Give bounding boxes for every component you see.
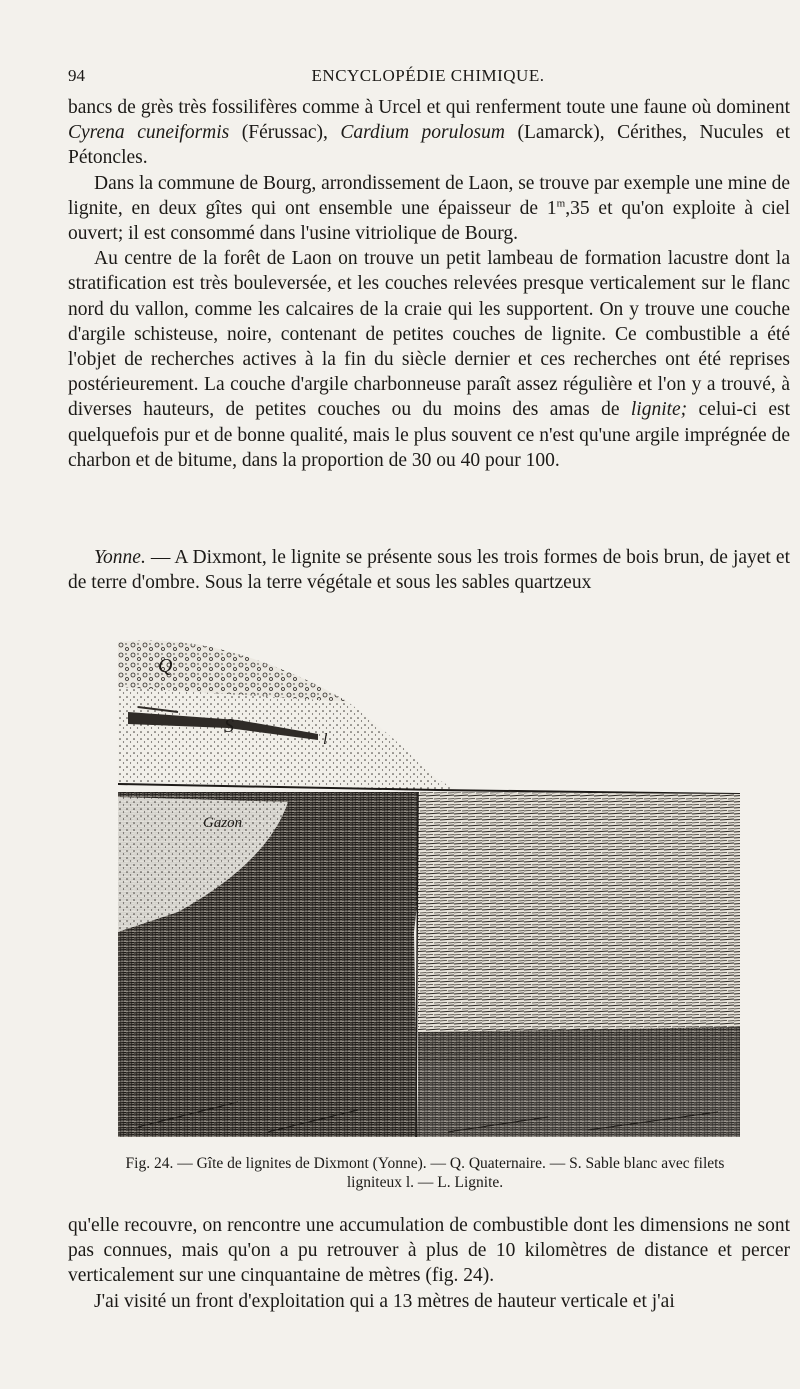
page-header — [68, 66, 788, 90]
caption-line-2: ligniteux l. — L. Lignite. — [346, 1174, 504, 1191]
paragraph-3-text-c: celui-ci est quelquefois pur et de bonne qualité, mais le plus souvent ce n'est qu'une argile imprégnée de charbon et de bitume, dans la proportion de 30 ou 40 pour 100. — [68, 399, 790, 471]
paragraph-3 — [68, 246, 790, 473]
paragraph-3-italic: lignite; — [630, 399, 688, 421]
species-name-cardium: Cardium porulosum — [340, 122, 505, 144]
paragraph-4 — [68, 545, 790, 595]
paragraph-1-text-a: bancs de grès très fossilifères comme à Urcel et qui renferment toute une faune où dominent — [68, 97, 790, 118]
species-name-cyrena: Cyrena cuneiformis — [68, 122, 230, 144]
text-block-yonne — [68, 545, 790, 595]
label-gazon: Gazon — [203, 815, 243, 831]
paragraph-1-text-c: (Férussac), — [229, 122, 341, 144]
unit-superscript: m — [556, 197, 566, 210]
figure-caption — [60, 1154, 790, 1192]
lignite-strata-right — [418, 792, 740, 1062]
paragraph-2-text-b: ,35 et qu'on exploite à ciel ouvert; il est consommé dans l'usine vitriolique de Bourg. — [68, 197, 791, 245]
text-block-top — [68, 95, 790, 473]
paragraph-5: qu'elle recouvre, on rencontre une accumulation de combustible dont les dimensions ne sont pas connues, mais qu'on a pu retrouver à plus de 10 kilomètres de distance et percer verticalement sur une cinquantaine de mètres (fig. 24). — [68, 1215, 790, 1287]
paragraph-1-text-e: (Lamarck), Cérithes, Nucules et Pétoncles. — [68, 122, 790, 169]
label-l: l — [323, 731, 328, 748]
text-block-bottom — [68, 1213, 790, 1314]
section-heading-yonne: Yonne. — [94, 547, 146, 568]
label-s: S — [224, 715, 234, 737]
paragraph-2-text-a: Dans la commune de Bourg, arrondissement de Laon, se trouve par exemple une mine de lignite, en deux gîtes qui ont ensemble une épaisseur de 1 — [68, 172, 791, 219]
figure-24-illustration — [118, 632, 740, 1137]
paragraph-1 — [68, 95, 790, 171]
paragraph-2 — [68, 171, 790, 247]
caption-line-1: Fig. 24. — Gîte de lignites de Dixmont (Yonne). — Q. Quaternaire. — S. Sable blanc avec filets — [125, 1155, 725, 1172]
paragraph-4-text: — A Dixmont, le lignite se présente sous les trois formes de bois brun, de jayet et de terre d'ombre. Sous la terre végétale et sous les sables quartzeux — [68, 547, 790, 594]
page-number: 94 — [68, 66, 85, 85]
label-q: Q — [158, 655, 173, 677]
paragraph-3-text-a: Au centre de la forêt de Laon on trouve un petit lambeau de formation lacustre dont la stratification est très bouleversée, et les couches relevées presque verticalement sur le flanc nord du vallon, comme les calcaires de la craie qui les supportent. On y trouve une couche d'argile schisteuse, noire, contenant de petites couches de lignite. Ce combustible a été l'objet de recherches actives à la fin du siècle dernier et ces recherches ont été reprises postérieurement. La couche d'argile charbonneuse paraît assez régulière et l'on y a trouvé, à diverses hauteurs, de petites couches ou du moins des amas de — [68, 248, 790, 421]
paragraph-6: J'ai visité un front d'exploitation qui a 13 mètres de hauteur verticale et j'ai — [94, 1290, 675, 1312]
running-title: ENCYCLOPÉDIE CHIMIQUE. — [311, 66, 545, 85]
